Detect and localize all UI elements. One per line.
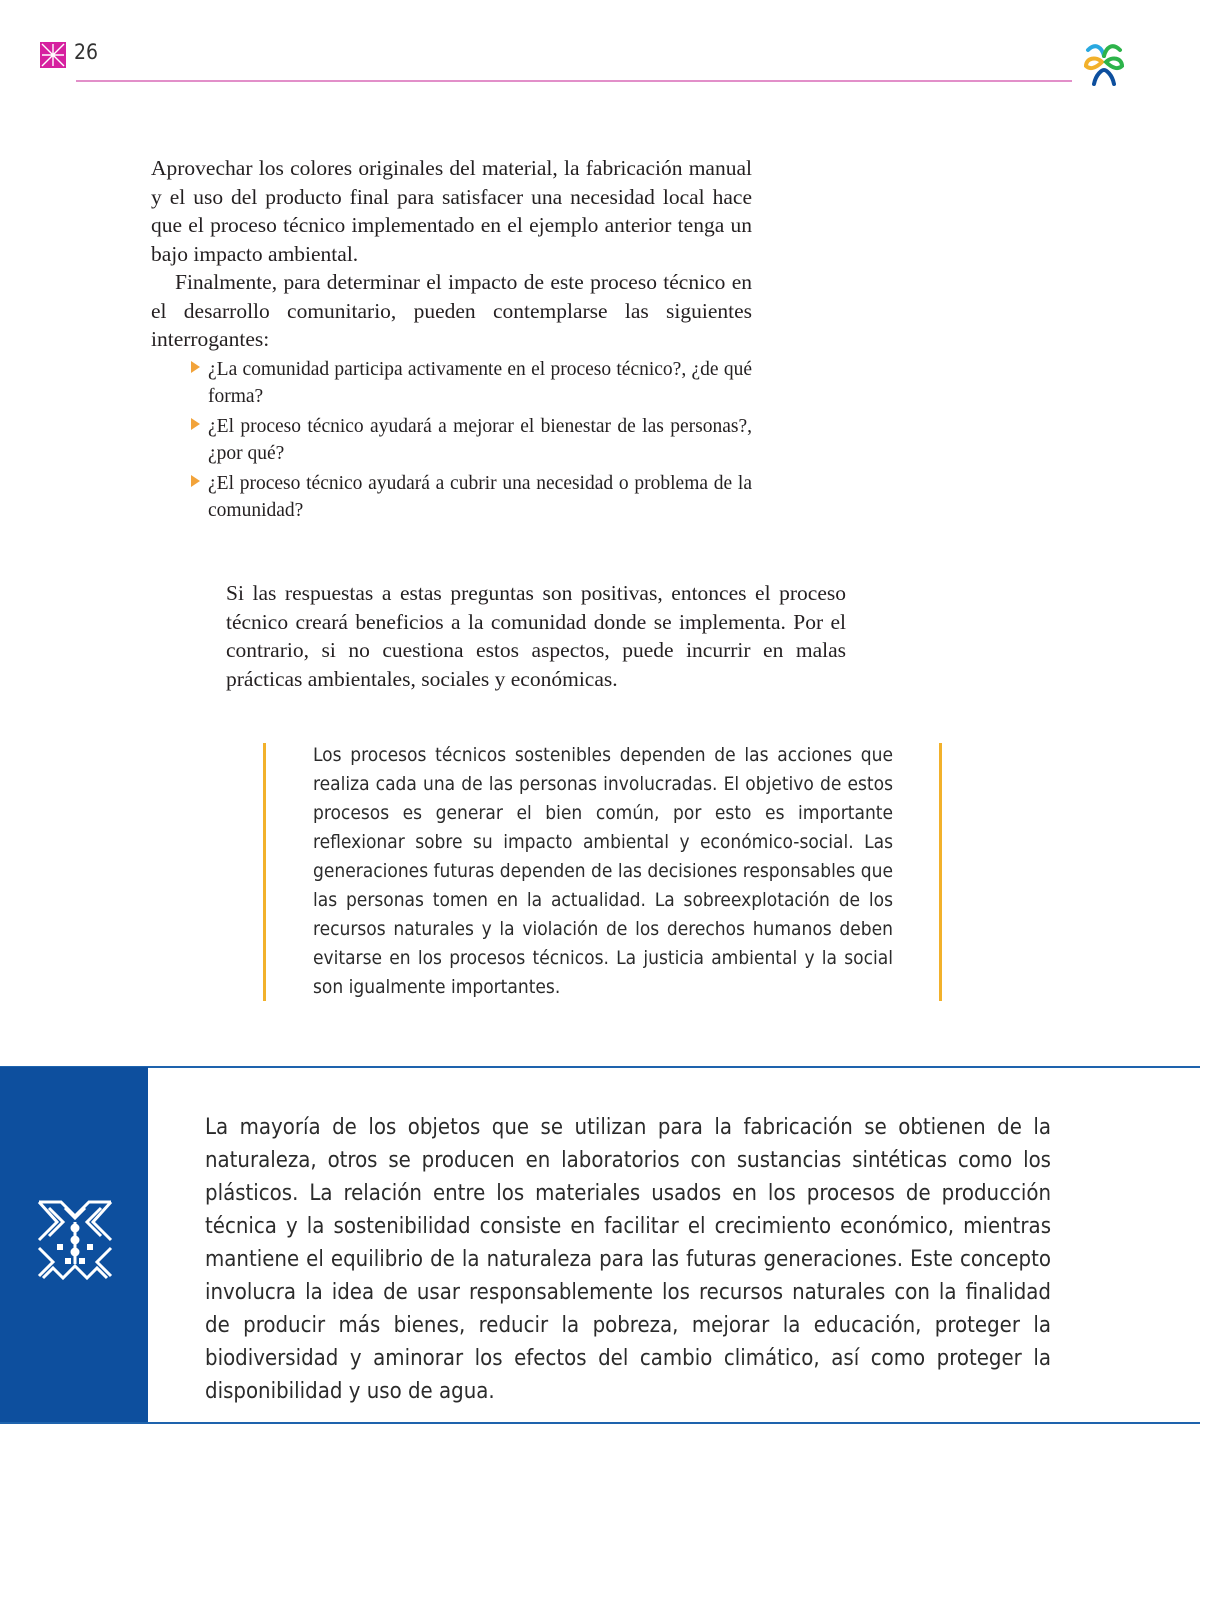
list-item: [151, 413, 752, 467]
info-box-text: La mayoría de los objetos que se utilizan para la fabricación se obtienen de la naturaleza, otros se producen en laboratorios con sustancias sintéticas como los plásticos. La relación entre los materiales usados en los procesos de producción técnica y la sostenibilidad consiste en facilitar el crecimiento económico, mientras mantiene el equilibrio de la naturaleza para las futuras generaciones. Este concepto involucra la idea de usar responsablemente los recursos naturales con la finalidad de producir más bienes, reducir la pobreza, mejorar la educación, proteger la biodiversidad y aminorar los efectos del cambio climático, así como proteger la disponibilidad y uso de agua.: [205, 1115, 1051, 1404]
intro-paragraph-1: Aprovechar los colores originales del material, la fabricación manual y el uso del producto final para satisfacer una necesidad local hace que el proceso técnico implementado en el ejemplo anterior tenga un bajo impacto ambiental.: [151, 156, 752, 266]
question-list: [151, 356, 752, 524]
intro-paragraph-2: Finalmente, para determinar el impacto de este proceso técnico en el desarrollo comunitario, pueden contemplarse las siguientes interrogantes:: [151, 270, 752, 351]
page-number: 26: [74, 40, 99, 64]
interlinked-rings-logo: [1082, 40, 1126, 86]
info-box-bottom-rule: [0, 1422, 1200, 1424]
triangle-bullet-icon: [191, 418, 200, 430]
geometric-textile-emblem-icon: [37, 1200, 113, 1280]
list-item: [151, 356, 752, 410]
question-text: ¿La comunidad participa activamente en el proceso técnico?, ¿de qué forma?: [208, 358, 752, 407]
info-box-top-rule: [0, 1066, 1200, 1068]
highlight-text: Los procesos técnicos sostenibles dependen de las acciones que realiza cada una de las personas involucradas. El objetivo de estos procesos es generar el bien común, por esto es importante reflexionar sobre su impacto ambiental y económico-social. Las generaciones futuras dependen de las decisiones responsables que las personas tomen en la actualidad. La sobreexplotación de los recursos naturales y la violación de los derechos humanos deben evitarse en los procesos técnicos. La justicia ambiental y la social son igualmente importantes.: [313, 744, 893, 998]
triangle-bullet-icon: [191, 361, 200, 373]
question-text: ¿El proceso técnico ayudará a mejorar el bienestar de las personas?, ¿por qué?: [208, 415, 752, 464]
triangle-bullet-icon: [191, 475, 200, 487]
quote-bar-right: [939, 743, 942, 1001]
list-item: [151, 470, 752, 524]
result-paragraph: Si las respuestas a estas preguntas son positivas, entonces el proceso técnico creará beneficios a la comunidad donde se implementa. Por el contrario, si no cuestiona estos aspectos, puede incurrir en malas prácticas ambientales, sociales y económicas.: [226, 581, 846, 691]
intro-section: [151, 154, 752, 527]
corner-pattern-icon: [40, 42, 66, 68]
question-text: ¿El proceso técnico ayudará a cubrir una necesidad o problema de la comunidad?: [208, 472, 752, 521]
quote-bar-left: [263, 743, 266, 1001]
header-rule: [76, 80, 1072, 82]
